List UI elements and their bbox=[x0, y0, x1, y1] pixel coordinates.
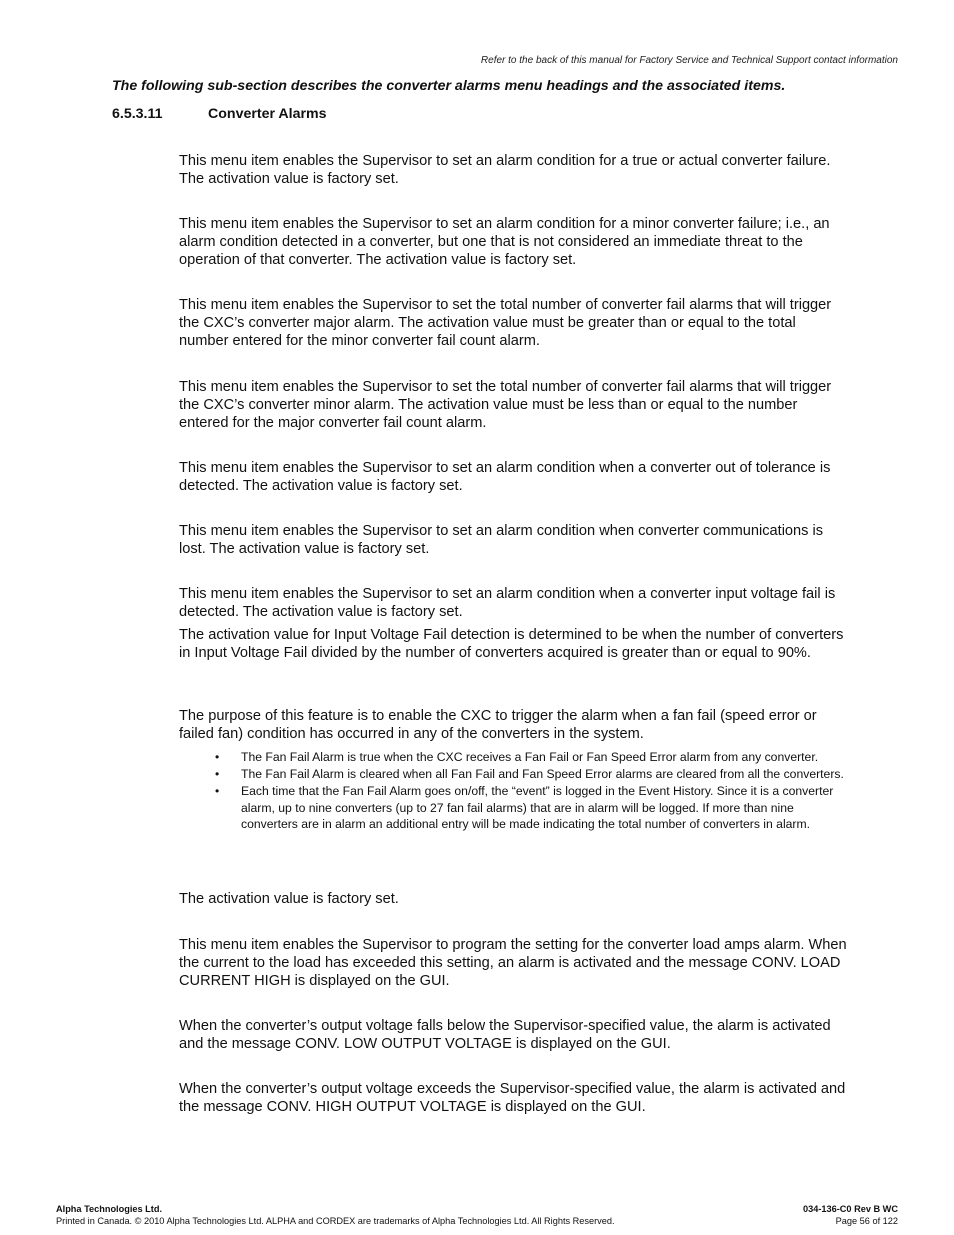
paragraph-comms-lost: This menu item enables the Supervisor to set an alarm condition when converter communications is lost. The activation value is factory set. bbox=[179, 523, 824, 558]
paragraph-input-voltage-detection: The activation value for Input Voltage Fail detection is determined to be when the number of converters in Input Voltage Fail divided by the number of converters acquired is greater than or equal to 90%. bbox=[179, 627, 844, 662]
footer-copyright: Printed in Canada. © 2010 Alpha Technologies Ltd. ALPHA and CORDEX are trademarks of Alpha Technologies Ltd. All Rights Reserved. bbox=[56, 1216, 615, 1226]
list-item: • The Fan Fail Alarm is true when the CXC receives a Fan Fail or Fan Speed Error alarm from any converter. bbox=[215, 750, 819, 764]
paragraph-converter-fail: This menu item enables the Supervisor to set an alarm condition for a true or actual converter failure. The activation value is factory set. bbox=[179, 153, 831, 188]
fan-fail-bullet-list bbox=[179, 749, 849, 833]
paragraph-major-fail-count: This menu item enables the Supervisor to set the total number of converter fail alarms that will trigger the CXC’s converter major alarm. The activation value must be greater than or equal to the total number entered for the minor converter fail count alarm. bbox=[179, 297, 832, 350]
section-number: 6.5.3.11 bbox=[112, 106, 163, 122]
footer-right bbox=[803, 1203, 898, 1227]
list-item: • The Fan Fail Alarm is cleared when all Fan Fail and Fan Speed Error alarms are cleared from all the converters. bbox=[215, 767, 844, 782]
bullet-icon: • bbox=[215, 784, 220, 799]
list-item: • Each time that the Fan Fail Alarm goes on/off, the “event” is logged in the Event History. Since it is a converter alarm, up to nine converters (up to 27 fan fail alarms) that are in alarm will be logged. If more than nine converters are in alarm an additional entry will be made indicating the total number of converters in alarm. bbox=[215, 784, 834, 831]
bullet-icon: • bbox=[215, 767, 220, 782]
footer-left bbox=[56, 1203, 615, 1227]
paragraph-fan-fail: The purpose of this feature is to enable the CXC to trigger the alarm when a fan fail (speed error or failed fan) condition has occurred in any of the converters in the system. bbox=[179, 708, 817, 743]
paragraph-minor-fail-count: This menu item enables the Supervisor to set the total number of converter fail alarms that will trigger the CXC’s converter minor alarm. The activation value must be less than or equal to the number entered for the major converter fail count alarm. bbox=[179, 379, 832, 432]
paragraph-low-output-voltage: When the converter’s output voltage falls below the Supervisor-specified value, the alarm is activated and the message CONV. LOW OUTPUT VOLTAGE is displayed on the GUI. bbox=[179, 1018, 831, 1053]
footer-page-number: Page 56 of 122 bbox=[835, 1216, 898, 1226]
paragraph-minor-converter-fail: This menu item enables the Supervisor to set an alarm condition for a minor converter failure; i.e., an alarm condition detected in a converter, but one that is not considered an immediate threat to the operation of that converter. The activation value is factory set. bbox=[179, 216, 830, 269]
header-note: Refer to the back of this manual for Factory Service and Technical Support contact information bbox=[480, 55, 898, 66]
bullet-icon: • bbox=[215, 750, 220, 764]
section-heading bbox=[112, 106, 327, 122]
paragraph-activation-factory-set: The activation value is factory set. bbox=[179, 891, 399, 907]
intro-text: The following sub-section describes the converter alarms menu headings and the associated items. bbox=[112, 78, 786, 94]
paragraph-high-output-voltage: When the converter’s output voltage exceeds the Supervisor-specified value, the alarm is activated and the message CONV. HIGH OUTPUT VOLTAGE is displayed on the GUI. bbox=[179, 1081, 846, 1116]
section-title: Converter Alarms bbox=[208, 106, 327, 122]
paragraph-load-amps: This menu item enables the Supervisor to program the setting for the converter load amps alarm. When the current to the load has exceeded this setting, an alarm is activated and the message CONV. LOAD CURRENT HIGH is displayed on the GUI. bbox=[179, 937, 847, 990]
footer-doc-number: 034-136-C0 Rev B WC bbox=[803, 1204, 898, 1214]
paragraph-out-of-tolerance: This menu item enables the Supervisor to set an alarm condition when a converter out of tolerance is detected. The activation value is factory set. bbox=[179, 460, 831, 495]
paragraph-input-voltage-fail: This menu item enables the Supervisor to set an alarm condition when a converter input voltage fail is detected. The activation value is factory set. bbox=[179, 586, 836, 621]
footer-company: Alpha Technologies Ltd. bbox=[56, 1204, 162, 1214]
